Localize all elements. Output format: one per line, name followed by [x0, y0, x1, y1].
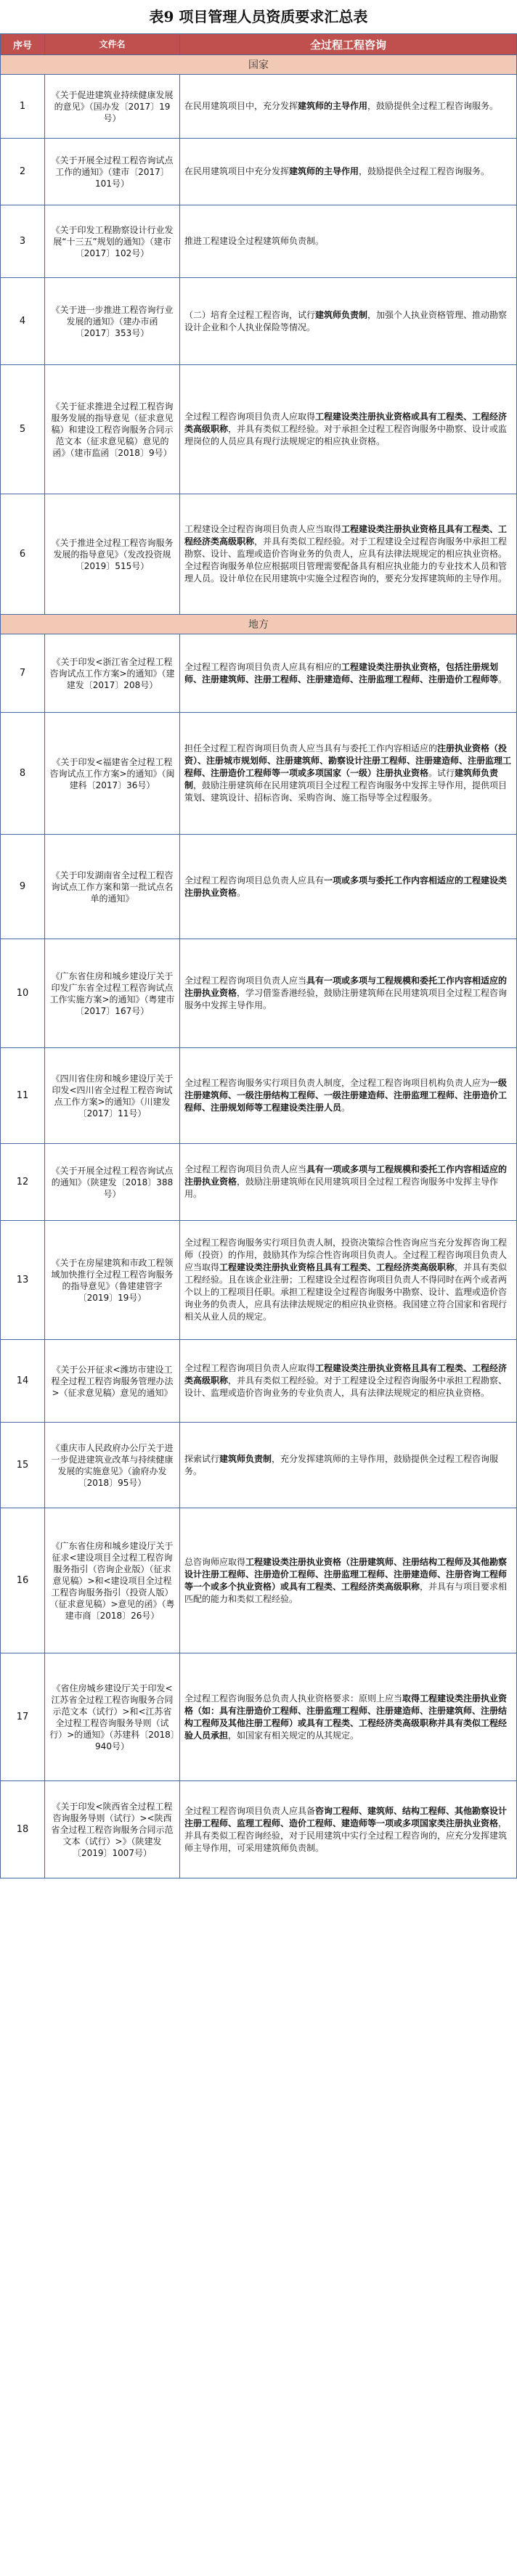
requirement-segment: ，鼓励注册建筑师在民用建筑项目全过程工程咨询服务中发挥主导作用。 — [184, 1177, 499, 1199]
requirement-segment: ，并具有类似工程经验。对于工程建设全过程咨询服务中承担工程勘察、设计、监理或造价咨询业务的负责人，应具有法律法规规定的相应执业资格。全过程咨询服务单位应根据项目管理需要配备具有相应执业能力的专业技术人员和管理人员。设计单位在民用建筑中实施全过程咨询的，要充分发挥建筑师的主导作用。 — [184, 536, 508, 584]
table-row — [1, 1653, 517, 1781]
requirement-segment: 担任全过程工程咨询项目负责人应当具有与委托工作内容相适应的 — [184, 743, 438, 753]
document-name: 《关于进一步推进工程咨询行业发展的通知》（建办市函〔2017〕353号） — [45, 278, 180, 365]
requirement-segment: 。 — [498, 674, 508, 684]
document-name: 《关于印发<福建省全过程工程咨询试点工作方案>的通知》（闽建科〔2017〕36号） — [45, 713, 180, 835]
document-name: 《广东省住房和城乡建设厅关于征求<建设项目全过程工程咨询服务指引（咨询企业版）（征求意见稿）>和<建设项目全过程工程咨询服务指引（投资人版）（征求意见稿）>意见的函》（粤建市商〔2018〕26号） — [45, 1508, 180, 1653]
row-number: 15 — [1, 1423, 45, 1508]
requirement-segment: ，并具有类似工程咨询经验，对于民用建筑中实行全过程工程咨询的，应充分发挥建筑师主导作用，可采用建筑师负责制。 — [184, 1817, 508, 1853]
table-row — [1, 75, 517, 139]
table-row — [1, 205, 517, 278]
table-row — [1, 1048, 517, 1144]
col-header-document: 文件名 — [45, 34, 180, 55]
table-row — [1, 1340, 517, 1423]
requirement-text — [180, 278, 517, 365]
row-number: 3 — [1, 205, 45, 278]
requirement-segment: 全过程工程咨询项目负责人应当 — [184, 1164, 307, 1174]
requirement-segment: （二）培育全过程工程咨询，试行 — [184, 309, 316, 320]
section-row — [1, 55, 517, 75]
requirement-segment: 。 — [341, 1103, 351, 1113]
requirement-segment: 全过程工程咨询项目负责人应具有相应的 — [184, 661, 342, 672]
section-label: 国家 — [1, 55, 517, 75]
row-number: 10 — [1, 939, 45, 1048]
col-header-consulting: 全过程工程咨询 — [180, 34, 517, 55]
document-name: 《广东省住房和城乡建设厅关于印发广东省全过程工程咨询试点工作实施方案>的通知》（粤建市〔2017〕167号） — [45, 939, 180, 1048]
requirement-text — [180, 75, 517, 139]
document-name: 《关于印发<浙江省全过程工程咨询试点工作方案>的通知》（建建发〔2017〕208号） — [45, 634, 180, 713]
row-number: 12 — [1, 1144, 45, 1221]
col-header-number: 序号 — [1, 34, 45, 55]
requirement-segment: 在民用建筑项目中充分发挥 — [184, 166, 290, 176]
table-row — [1, 939, 517, 1048]
document-name: 《关于促进建筑业持续健康发展的意见》（国办发〔2017〕19号） — [45, 75, 180, 139]
requirement-segment: 全过程工程咨询服务实行项目负责人制，投资决策综合性咨询应当充分发挥咨询工程师（投资）的作用，鼓励其作为综合性咨询项目负责人。全过程工程咨询项目负责人应当取得 — [184, 1238, 508, 1272]
requirement-segment: 全过程工程咨询服务总负责人执业资格要求：原则上应当 — [184, 1693, 403, 1704]
requirement-highlight: 建筑师负责制 — [184, 768, 499, 790]
requirement-segment: 全过程工程咨询项目总负责人应具有 — [184, 875, 325, 886]
requirement-text — [180, 139, 517, 205]
requirement-text — [180, 1781, 517, 1878]
requirement-text — [180, 494, 517, 615]
requirement-highlight: 工程建设类注册执业资格（注册建筑师、注册结构工程师及其他勘察设计注册工程师、注册造价工程师、注册监理工程师、注册建造师、注册咨询工程师等一个或多个执业资格）或具有工程类、工程经济类高级职称 — [184, 1556, 508, 1592]
document-name: 《关于推进全过程工程咨询服务发展的指导意见》（发改投资规〔2019〕515号） — [45, 494, 180, 615]
requirement-text — [180, 1144, 517, 1221]
row-number: 17 — [1, 1653, 45, 1781]
requirement-segment: ，并具有类似工程经验。对于工程建设全过程咨询服务中承担工程勘察、设计、监理或造价咨询业务的专业负责人，具有法律法规规定的相应执业资格。 — [184, 1375, 508, 1398]
row-number: 13 — [1, 1221, 45, 1340]
requirement-text — [180, 1048, 517, 1144]
table-row — [1, 1423, 517, 1508]
requirement-highlight: 工程建设类注册执业资格且具有工程类、工程经济类高级职称 — [184, 1363, 508, 1386]
requirement-segment: ，学习借鉴香港经验，鼓励注册建筑师在民用建筑项目全过程工程咨询服务中发挥主导作用。 — [184, 988, 508, 1010]
requirement-segment: 全过程工程咨询项目负责人应具备 — [184, 1805, 316, 1816]
requirement-segment: 全过程工程咨询项目负责人应当 — [184, 976, 307, 986]
requirement-text — [180, 205, 517, 278]
document-name: 《省住房城乡建设厅关于印发<江苏省全过程工程咨询服务合同示范文本（试行）>和<江苏省全过程工程咨询服务导则（试行）>的通知》（苏建科〔2018〕940号） — [45, 1653, 180, 1781]
document-name: 《关于印发<陕西省全过程工程咨询服务导则（试行）><陕西省全过程工程咨询服务合同示范文本（试行）>》（陕建发〔2019〕1007号） — [45, 1781, 180, 1878]
requirement-segment: 全过程工程咨询项目负责人应取得 — [184, 412, 316, 422]
requirement-text — [180, 713, 517, 835]
requirement-highlight: 咨询工程师、建筑师、结构工程师、其他勘察设计注册工程师、监理工程师、造价工程师、建造师等一项或多项国家类注册执业资格 — [184, 1805, 508, 1828]
requirement-segment: 探索试行 — [184, 1453, 220, 1464]
requirement-highlight: 注册执业资格（投资）、注册城市规划师、注册建筑师、勘察设计注册工程师、注册建造师、注册监理工程师、注册造价工程师等一项或多项国家（一级）注册执业资格 — [184, 743, 512, 778]
document-name: 《关于印发工程勘察设计行业发展“十三五”规划的通知》（建市〔2017〕102号） — [45, 205, 180, 278]
requirement-highlight: 建筑师负责制 — [219, 1453, 272, 1464]
header-row — [1, 34, 517, 55]
table-row — [1, 139, 517, 205]
requirement-text — [180, 634, 517, 713]
table-row — [1, 365, 517, 494]
table-row — [1, 713, 517, 835]
requirement-segment: ，鼓励注册建筑师在民用建筑项目全过程工程咨询服务中发挥主导作用，提供项目策划、建筑设计、招标咨询、采购咨询、施工指导等全过程服务。 — [184, 780, 508, 803]
requirement-text — [180, 1423, 517, 1508]
requirement-highlight: 建筑师的主导作用 — [289, 166, 359, 176]
requirement-highlight: 一级注册建筑师、一级注册结构工程师、一级注册建造师、注册监理工程师、注册造价工程师、注册规划师等工程建设类注册人员 — [184, 1078, 508, 1113]
requirement-highlight: 具有一项或多项与工程规模和委托工作内容相适应的注册执业资格 — [184, 1164, 508, 1187]
row-number: 4 — [1, 278, 45, 365]
table-body — [1, 55, 517, 1878]
requirement-text — [180, 835, 517, 939]
requirement-segment: ，加强个人执业资格管理、推动勘察设计企业和个人执业保险等情况。 — [184, 309, 508, 332]
requirement-segment: 全过程工程咨询项目负责人应取得 — [184, 1363, 316, 1373]
requirement-highlight: 建筑师负责制 — [315, 309, 368, 320]
row-number: 5 — [1, 365, 45, 494]
section-label: 地方 — [1, 615, 517, 634]
requirement-segment: ，充分发挥建筑师的主导作用，鼓励提供全过程工程咨询服务。 — [184, 1453, 499, 1476]
requirement-text — [180, 1221, 517, 1340]
document-name: 《关于征求推进全过程工程咨询服务发展的指导意见（征求意见稿）和建设工程咨询服务合同示范文本（征求意见稿）意见的函》（建市监函〔2018〕9号） — [45, 365, 180, 494]
document-name: 《关于开展全过程工程咨询试点工作的通知》（建市〔2017〕101号） — [45, 139, 180, 205]
table-row — [1, 1781, 517, 1878]
requirement-highlight: 取得工程建设类注册执业资格（如：具有注册造价工程师、注册监理工程师、注册建造师、注册建筑师、注册结构工程师及其他注册工程师）或具有工程类、工程经济类高级职称并具有类似工程经验人员承担 — [184, 1693, 508, 1741]
requirement-highlight: 工程建设类注册执业资格，包括注册规划师、注册建筑师、注册工程师、注册建造师、注册监理工程师、注册造价工程师等 — [184, 661, 499, 684]
row-number: 8 — [1, 713, 45, 835]
requirement-segment: ，并具有类似工程经验。且在该企业注册；工程建设全过程咨询项目负责人不得同时在两个或者两个以上的工程项目任职。承担工程建设全过程咨询服务中勘察、设计、监理或造价咨询业务的负责人，应具有法律法规规定的相应执业资格。我国建立符合国家和省现行相关从业人员的规定。 — [184, 1262, 508, 1322]
row-number: 1 — [1, 75, 45, 139]
row-number: 6 — [1, 494, 45, 615]
requirement-segment: 。 — [237, 887, 246, 898]
requirement-text — [180, 365, 517, 494]
requirement-highlight: 具有一项或多项与工程规模和委托工作内容相适应的注册执业资格 — [184, 976, 508, 998]
requirement-segment: 推进工程建设全过程建筑师负责制。 — [184, 236, 325, 246]
requirement-segment: ，如国家有相关规定的从其规定。 — [228, 1730, 359, 1741]
requirement-segment: 。试行 — [428, 768, 455, 778]
requirement-highlight: 建筑师的主导作用 — [298, 101, 368, 111]
table-title: 表9 项目管理人员资质要求汇总表 — [149, 8, 368, 25]
requirement-text — [180, 1653, 517, 1781]
table-row — [1, 1508, 517, 1653]
table-row — [1, 1144, 517, 1221]
row-number: 16 — [1, 1508, 45, 1653]
requirement-highlight: 工程建设类注册执业资格且具有工程类、工程经济类高级职称 — [184, 524, 508, 547]
document-name: 《关于开展全过程工程咨询试点的通知》（陕建发〔2018〕388号） — [45, 1144, 180, 1221]
row-number: 2 — [1, 139, 45, 205]
requirement-segment: 全过程工程咨询服务实行项目负责人制度，全过程工程咨询项目机构负责人应为 — [184, 1078, 490, 1088]
table-row — [1, 494, 517, 615]
row-number: 9 — [1, 835, 45, 939]
qualification-table — [0, 33, 517, 1878]
requirement-segment: 工程建设全过程咨询项目负责人应当取得 — [184, 524, 342, 534]
row-number: 7 — [1, 634, 45, 713]
table-row — [1, 634, 517, 713]
requirement-text — [180, 939, 517, 1048]
requirement-segment: ，鼓励提供全过程工程咨询服务。 — [359, 166, 490, 176]
requirement-highlight: 工程建设类注册执业资格且具有工程类、工程经济类高级职称 — [219, 1262, 455, 1272]
table-row — [1, 1221, 517, 1340]
row-number: 18 — [1, 1781, 45, 1878]
requirement-highlight: 一项或多项与委托工作内容相适应的工程建设类注册执业资格 — [184, 875, 508, 898]
table-row — [1, 278, 517, 365]
section-row — [1, 615, 517, 634]
row-number: 11 — [1, 1048, 45, 1144]
requirement-highlight: 工程建设类注册执业资格或具有工程类、工程经济类高级职称 — [184, 412, 508, 434]
requirement-segment: ，并具有类似工程经验。对于承担全过程工程咨询服务中勘察、设计或监理岗位的人员应具有现行法规规定的相应执业资格。 — [184, 424, 508, 446]
requirement-segment: 总咨询师应取得 — [184, 1556, 246, 1567]
document-name: 《关于公开征求<潍坊市建设工程全过程工程咨询服务管理办法>（征求意见稿）意见的通知》 — [45, 1340, 180, 1423]
document-name: 《关于在房屋建筑和市政工程领域加快推行全过程工程咨询服务的指导意见》（鲁建建管字〔2019〕19号） — [45, 1221, 180, 1340]
document-name: 《四川省住房和城乡建设厅关于印发<四川省全过程工程咨询试点工作方案>的通知》（川建发〔2017〕11号） — [45, 1048, 180, 1144]
document-name: 《关于印发湖南省全过程工程咨询试点工作方案和第一批试点名单的通知》 — [45, 835, 180, 939]
requirement-text — [180, 1340, 517, 1423]
table-row — [1, 835, 517, 939]
requirement-segment: ，并具有与项目要求相匹配的能力和类似工程经验。 — [184, 1581, 508, 1604]
requirement-segment: ，鼓励提供全过程工程咨询服务。 — [367, 101, 499, 111]
document-name: 《重庆市人民政府办公厅关于进一步促进建筑业改革与持续健康发展的实施意见》（渝府办发〔2018〕95号） — [45, 1423, 180, 1508]
row-number: 14 — [1, 1340, 45, 1423]
requirement-segment: 在民用建筑项目中，充分发挥 — [184, 101, 298, 111]
requirement-text — [180, 1508, 517, 1653]
